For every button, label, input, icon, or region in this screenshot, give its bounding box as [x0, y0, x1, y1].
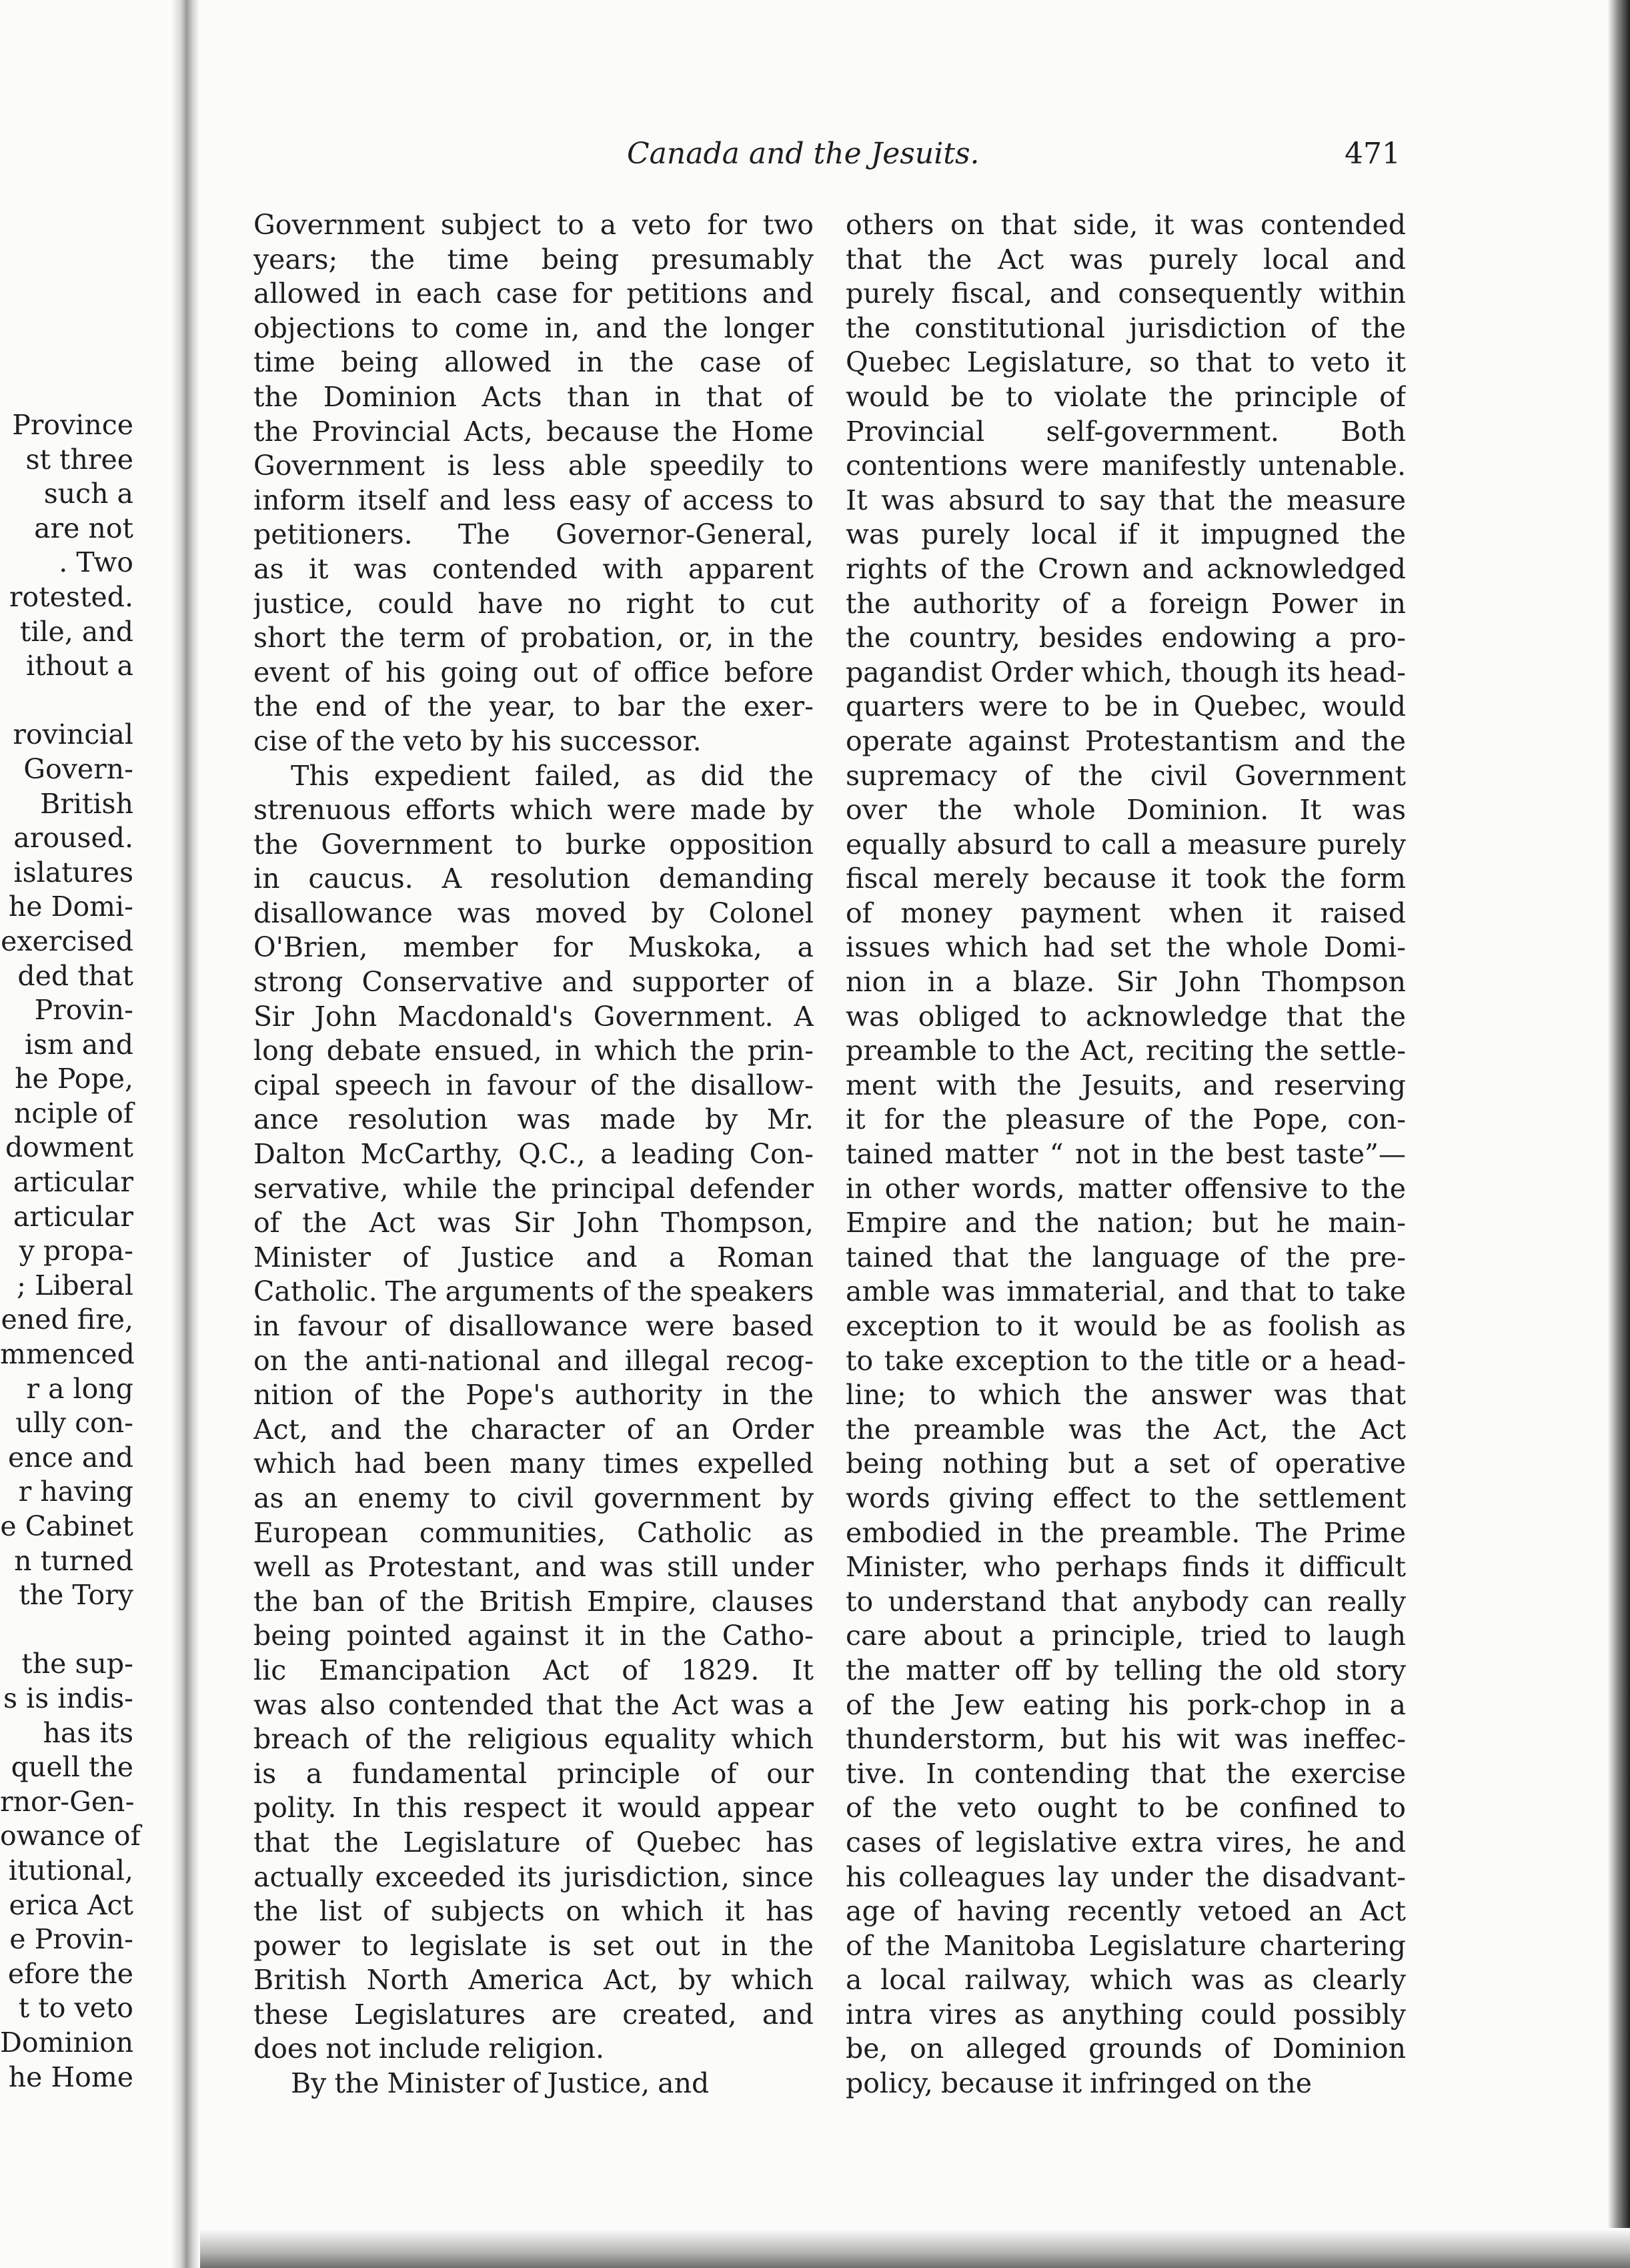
fragment-line: s is indis- — [3, 1682, 133, 1714]
text-line: to take exception to the title or a head- — [846, 1344, 1406, 1377]
text-line: inform itself and less easy of access to — [253, 484, 814, 516]
text-line: the preamble was the Act, the Act — [846, 1413, 1406, 1446]
fragment-line: such a — [43, 478, 133, 510]
text-line: the country, besides endowing a pro- — [846, 622, 1406, 654]
text-line: supremacy of the civil Government — [846, 759, 1406, 792]
text-line: these Legislatures are created, and — [253, 1998, 814, 2031]
text-line: exception to it would be as foolish as — [846, 1310, 1406, 1342]
text-line: tained that the language of the pre- — [846, 1241, 1406, 1273]
fragment-line: British — [40, 787, 133, 820]
fragment-line: he Home — [8, 2061, 133, 2093]
text-line: event of his going out of office before — [253, 656, 814, 688]
fragment-line: the Tory — [19, 1579, 133, 1612]
text-line: is a fundamental principle of our — [253, 1757, 814, 1790]
text-line: Minister, who perhaps finds it difficult — [846, 1551, 1406, 1584]
text-line: cipal speech in favour of the disallow- — [253, 1069, 814, 1101]
text-line: justice, could have no right to cut — [253, 587, 814, 620]
fragment-line: ism and — [24, 1028, 133, 1061]
text-line: the constitutional jurisdiction of the — [846, 312, 1406, 344]
fragment-line: itutional, — [8, 1854, 133, 1886]
fragment-line: n turned — [14, 1544, 133, 1577]
facing-page-fragment — [0, 408, 141, 2095]
text-line: a local railway, which was as clearly — [846, 1964, 1406, 1997]
fragment-line: rotested. — [9, 580, 133, 613]
text-line: operate against Protestantism and the — [846, 724, 1406, 757]
text-line: Minister of Justice and a Roman — [253, 1241, 814, 1273]
text-line: It was absurd to say that the measure — [846, 484, 1406, 516]
fragment-line: aroused. — [13, 822, 133, 855]
text-line: was also contended that the Act was a — [253, 1688, 814, 1721]
text-line: By the Minister of Justice, and — [291, 2067, 710, 2100]
text-line: cise of the veto by his successor. — [253, 724, 702, 757]
text-line: was obliged to acknowledge that the — [846, 1000, 1406, 1033]
text-line: ance resolution was made by Mr. — [253, 1103, 814, 1136]
fragment-line: Provin- — [34, 994, 133, 1027]
fragment-line: quell the — [11, 1751, 133, 1784]
fragment-line: mmenced — [0, 1338, 135, 1371]
text-line: over the whole Dominion. It was — [846, 794, 1406, 826]
text-line: the Government to burke opposition — [253, 828, 814, 861]
text-line: breach of the religious equality which — [253, 1723, 814, 1756]
fragment-line: owance of — [0, 1820, 141, 1852]
text-line: This expedient failed, as did the — [291, 759, 814, 792]
fragment-line: has its — [43, 1716, 133, 1749]
fragment-line: e Provin- — [9, 1923, 133, 1956]
fragment-line: rovincial — [13, 718, 133, 751]
text-line: tive. In contending that the exercise — [846, 1757, 1406, 1790]
text-line: intra vires as anything could possibly — [846, 1998, 1406, 2031]
text-line: equally absurd to call a measure purely — [846, 828, 1406, 861]
fragment-line: ence and — [7, 1441, 133, 1474]
text-line: nition of the Pope's authority in the — [253, 1379, 814, 1411]
fragment-line: articular — [13, 1200, 133, 1233]
fragment-line: ened fire, — [1, 1303, 133, 1336]
text-line: Government is less able speedily to — [253, 450, 814, 482]
text-line: Act, and the character of an Order — [253, 1413, 814, 1446]
running-title: Canada and the Jesuits. — [627, 137, 980, 171]
left-text-column — [253, 208, 814, 2101]
text-line: O'Brien, member for Muskoka, a — [253, 931, 814, 964]
text-line: as it was contended with apparent — [253, 552, 814, 585]
text-line: Sir John Macdonald's Government. A — [253, 1000, 814, 1033]
page-bottom-edge — [200, 2228, 1630, 2268]
fragment-line: exercised — [1, 925, 133, 957]
fragment-line: dowment — [5, 1131, 133, 1164]
text-line: does not include religion. — [253, 2033, 604, 2065]
text-line: short the term of probation, or, in the — [253, 622, 814, 654]
fragment-line: r having — [18, 1476, 133, 1508]
text-line: Government subject to a veto for two — [253, 209, 814, 241]
text-line: rights of the Crown and acknowledged — [846, 552, 1406, 585]
text-line: years; the time being presumably — [253, 243, 814, 275]
text-line: strong Conservative and supporter of — [253, 966, 814, 999]
text-line: contentions were manifestly untenable. — [846, 450, 1406, 482]
text-line: quarters were to be in Quebec, would — [846, 690, 1406, 723]
text-line: Catholic. The arguments of the speakers — [253, 1275, 814, 1308]
text-line: the Dominion Acts than in that of — [253, 380, 814, 413]
text-line: servative, while the principal defender — [253, 1172, 814, 1205]
text-line: tained matter “ not in the best taste”— — [846, 1138, 1406, 1171]
text-line: of the Act was Sir John Thompson, — [253, 1207, 814, 1239]
right-text-column — [846, 208, 1406, 2101]
text-line: well as Protestant, and was still under — [253, 1551, 814, 1584]
text-line: nion in a blaze. Sir John Thompson — [846, 966, 1406, 999]
page-edge-shadow — [1607, 0, 1630, 2268]
text-line: as an enemy to civil government by — [253, 1482, 814, 1514]
text-line: others on that side, it was contended — [846, 209, 1406, 241]
text-line: issues which had set the whole Domi- — [846, 931, 1406, 964]
text-line: on the anti-national and illegal recog- — [253, 1344, 814, 1377]
text-line: of the veto ought to be confined to — [846, 1792, 1406, 1824]
text-line: pagandist Order which, though its head- — [846, 656, 1406, 688]
text-line: Empire and the nation; but he main- — [846, 1207, 1406, 1239]
text-line: disallowance was moved by Colonel — [253, 897, 814, 929]
text-line: objections to come in, and the longer — [253, 312, 814, 344]
text-line: ment with the Jesuits, and reserving — [846, 1069, 1406, 1101]
text-line: in other words, matter offensive to the — [846, 1172, 1406, 1205]
text-line: care about a principle, tried to laugh — [846, 1620, 1406, 1652]
text-line: the ban of the British Empire, clauses — [253, 1585, 814, 1618]
text-line: line; to which the answer was that — [846, 1379, 1406, 1411]
fragment-line: ully con- — [15, 1407, 133, 1440]
text-line: British North America Act, by which — [253, 1964, 814, 1997]
text-line: fiscal merely because it took the form — [846, 863, 1406, 895]
text-line: long debate ensued, in which the prin- — [253, 1035, 814, 1067]
text-line: allowed in each case for petitions and — [253, 277, 814, 310]
text-line: embodied in the preamble. The Prime — [846, 1516, 1406, 1549]
text-line: Quebec Legislature, so that to veto it — [846, 346, 1406, 379]
text-line: Provincial self-government. Both — [846, 415, 1406, 448]
text-line: thunderstorm, but his wit was ineffec- — [846, 1723, 1406, 1756]
text-line: the Provincial Acts, because the Home — [253, 415, 814, 448]
fragment-line: erica Act — [9, 1888, 133, 1921]
fragment-line: nciple of — [14, 1097, 133, 1129]
text-line: amble was immaterial, and that to take — [846, 1275, 1406, 1308]
text-line: of the Jew eating his pork-chop in a — [846, 1688, 1406, 1721]
fragment-line: ded that — [17, 959, 133, 992]
fragment-line: he Domi- — [8, 891, 133, 923]
fragment-line: Dominion — [0, 2026, 134, 2059]
fragment-line: ithout a — [25, 650, 133, 682]
text-line: of money payment when it raised — [846, 897, 1406, 929]
text-line: actually exceeded its jurisdiction, since — [253, 1860, 814, 1893]
text-line: the authority of a foreign Power in — [846, 587, 1406, 620]
text-line: being pointed against it in the Catho- — [253, 1620, 814, 1652]
text-line: power to legislate is set out in the — [253, 1929, 814, 1962]
fragment-line: . Two — [59, 546, 133, 579]
text-line: cases of legislative extra vires, he and — [846, 1826, 1406, 1858]
text-line: words giving effect to the settlement — [846, 1482, 1406, 1514]
text-line: petitioners. The Governor-General, — [253, 518, 814, 551]
text-line: European communities, Catholic as — [253, 1516, 814, 1549]
text-line: his colleagues lay under the disadvant- — [846, 1860, 1406, 1893]
text-line: in favour of disallowance were based — [253, 1310, 814, 1342]
fragment-line: articular — [13, 1166, 133, 1199]
fragment-line: Province — [12, 409, 133, 441]
text-line: strenuous efforts which were made by — [253, 794, 814, 826]
text-line: the matter off by telling the old story — [846, 1654, 1406, 1686]
text-line: purely fiscal, and consequently within — [846, 277, 1406, 310]
text-line: policy, because it infringed on the — [846, 2067, 1313, 2100]
fragment-line: rnor-Gen- — [0, 1785, 135, 1818]
fragment-line: efore the — [7, 1957, 133, 1990]
fragment-line — [0, 684, 133, 718]
text-line: it for the pleasure of the Pope, con- — [846, 1103, 1406, 1136]
text-line: that the Legislature of Quebec has — [253, 1826, 814, 1858]
text-line: lic Emancipation Act of 1829. It — [253, 1654, 814, 1686]
text-line: being nothing but a set of operative — [846, 1448, 1406, 1480]
fragment-line: tile, and — [19, 615, 133, 648]
text-line: Dalton McCarthy, Q.C., a leading Con- — [253, 1138, 814, 1171]
fragment-line: e Cabinet — [0, 1510, 133, 1542]
text-line: preamble to the Act, reciting the settle- — [846, 1035, 1406, 1067]
text-line: that the Act was purely local and — [846, 243, 1406, 275]
text-line: time being allowed in the case of — [253, 346, 814, 379]
text-line: to understand that anybody can really — [846, 1585, 1406, 1618]
fragment-line: ; Liberal — [17, 1269, 133, 1301]
fragment-line: st three — [25, 443, 133, 476]
text-line: would be to violate the principle of — [846, 380, 1406, 413]
text-line: the list of subjects on which it has — [253, 1895, 814, 1928]
text-line: polity. In this respect it would appear — [253, 1792, 814, 1824]
page-number: 471 — [1345, 137, 1401, 171]
fragment-line: islatures — [13, 856, 133, 889]
fragment-line: he Pope, — [15, 1063, 133, 1095]
fragment-line: r a long — [26, 1372, 133, 1405]
text-line: was purely local if it impugned the — [846, 518, 1406, 551]
fragment-line — [0, 1613, 133, 1648]
text-line: in caucus. A resolution demanding — [253, 863, 814, 895]
fragment-line: t to veto — [18, 1992, 133, 2025]
fragment-line: are not — [34, 512, 133, 544]
fragment-line: the sup- — [21, 1648, 133, 1680]
running-header — [253, 137, 1401, 183]
text-line: age of having recently vetoed an Act — [846, 1895, 1406, 1928]
text-line: of the Manitoba Legislature chartering — [846, 1929, 1406, 1962]
fragment-line: Govern- — [23, 752, 133, 785]
text-line: which had been many times expelled — [253, 1448, 814, 1480]
book-gutter-shadow — [170, 0, 200, 2268]
text-line: be, on alleged grounds of Dominion — [846, 2033, 1406, 2065]
text-line: the end of the year, to bar the exer- — [253, 690, 814, 723]
fragment-line: y propa- — [19, 1235, 133, 1267]
